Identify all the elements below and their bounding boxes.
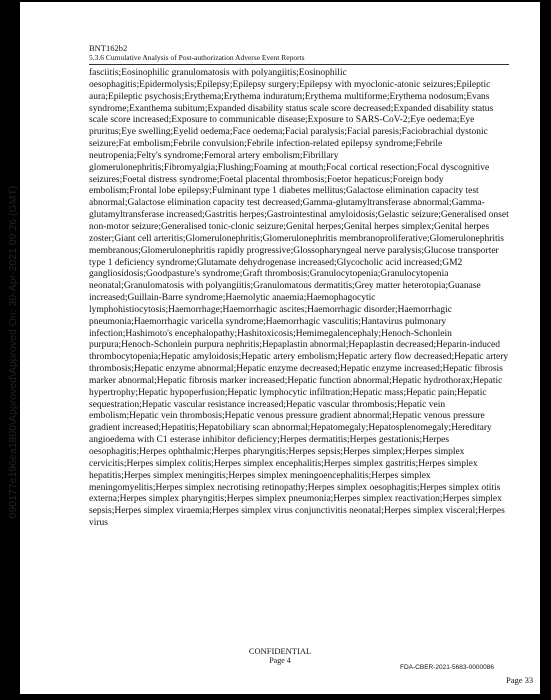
document-id: BNT162b2 bbox=[89, 43, 128, 53]
fda-document-id: FDA-CBER-2021-5683-0000086 bbox=[400, 664, 494, 671]
section-title: 5.3.6 Cumulative Analysis of Post-authorization Adverse Event Reports bbox=[89, 53, 305, 62]
confidential-label: CONFIDENTIAL bbox=[248, 646, 312, 656]
page-number: Page 33 bbox=[506, 675, 534, 685]
header-rule bbox=[89, 64, 509, 65]
document-page bbox=[20, 2, 540, 694]
page-label: Page 4 bbox=[269, 656, 291, 665]
page-header bbox=[89, 43, 509, 63]
approval-stamp: 090177e196ea1800\Approved\Approved On: 30-Apr-2021 09:26 (GMT) bbox=[7, 185, 19, 519]
adverse-event-list: fasciitis;Eosinophilic granulomatosis with polyangiitis;Eosinophilic oesophagitis;Epidermolysis;Epilepsy;Epilepsy surgery;Epilepsy with myoclonic-atonic seizures;Epileptic aura;Epileptic psychosis;Erythema;Erythema induratum;Erythema multiforme;Erythema nodosum;Evans syndrome;Exanthema subitum;Expanded disability status scale score decreased;Expanded disability status scale score increased;Exposure to communicable disease;Exposure to SARS-CoV-2;Eye oedema;Eye pruritus;Eye swelling;Eyelid oedema;Face oedema;Facial paralysis;Facial paresis;Faciobrachial dystonic seizure;Fat embolism;Febrile convulsion;Febrile infection-related epilepsy syndrome;Febrile neutropenia;Felty's syndrome;Femoral artery embolism;Fibrillary glomerulonephritis;Fibromyalgia;Flushing;Foaming at mouth;Focal cortical resection;Focal dyscognitive seizures;Foetal distress syndrome;Foetal placental thrombosis;Foetor hepaticus;Foreign body embolism;Frontal lobe epilepsy;Fulminant type 1 diabetes mellitus;Galactose elimination capacity test abnormal;Galactose elimination capacity test decreased;Gamma-glutamyltransferase abnormal;Gamma-glutamyltransferase increased;Gastritis herpes;Gastrointestinal amyloidosis;Gelastic seizure;Generalised onset non-motor seizure;Generalised tonic-clonic seizure;Genital herpes;Genital herpes simplex;Genital herpes zoster;Giant cell arteritis;Glomerulonephritis;Glomerulonephritis membranoproliferative;Glomerulonephritis membranous;Glomerulonephritis rapidly progressive;Glossopharyngeal nerve paralysis;Glucose transporter type 1 deficiency syndrome;Glutamate dehydrogenase increased;Glycocholic acid increased;GM2 gangliosidosis;Goodpasture's syndrome;Graft thrombosis;Granulocytopenia;Granulocytopenia neonatal;Granulomatosis with polyangiitis;Granulomatous dermatitis;Grey matter heterotopia;Guanase increased;Guillain-Barre syndrome;Haemolytic anaemia;Haemophagocytic lymphohistiocytosis;Haemorrhage;Haemorrhagic ascites;Haemorrhagic disorder;Haemorrhagic pneumonia;Haemorrhagic varicella syndrome;Haemorrhagic vasculitis;Hantavirus pulmonary infection;Hashimoto's encephalopathy;Hashitoxicosis;Hemimegalencephaly;Henoch-Schonlein purpura;Henoch-Schonlein purpura nephritis;Hepaplastin abnormal;Hepaplastin decreased;Heparin-induced thrombocytopenia;Hepatic amyloidosis;Hepatic artery embolism;Hepatic artery flow decreased;Hepatic artery thrombosis;Hepatic enzyme abnormal;Hepatic enzyme decreased;Hepatic enzyme increased;Hepatic fibrosis marker abnormal;Hepatic fibrosis marker increased;Hepatic function abnormal;Hepatic hydrothorax;Hepatic hypertrophy;Hepatic hypoperfusion;Hepatic lymphocytic infiltration;Hepatic mass;Hepatic pain;Hepatic sequestration;Hepatic vascular resistance increased;Hepatic vascular thrombosis;Hepatic vein embolism;Hepatic vein thrombosis;Hepatic venous pressure gradient abnormal;Hepatic venous pressure gradient increased;Hepatitis;Hepatobiliary scan abnormal;Hepatomegaly;Hepatosplenomegaly;Hereditary angioedema with C1 esterase inhibitor deficiency;Herpes dermatitis;Herpes gestationis;Herpes oesophagitis;Herpes ophthalmic;Herpes pharyngitis;Herpes sepsis;Herpes simplex;Herpes simplex cervicitis;Herpes simplex colitis;Herpes simplex encephalitis;Herpes simplex gastritis;Herpes simplex hepatitis;Herpes simplex meningitis;Herpes simplex meningoencephalitis;Herpes simplex meningomyelitis;Herpes simplex necrotising retinopathy;Herpes simplex oesophagitis;Herpes simplex otitis externa;Herpes simplex pharyngitis;Herpes simplex pneumonia;Herpes simplex reactivation;Herpes simplex sepsis;Herpes simplex viraemia;Herpes simplex virus conjunctivitis neonatal;Herpes simplex visceral;Herpes virus bbox=[89, 68, 509, 529]
